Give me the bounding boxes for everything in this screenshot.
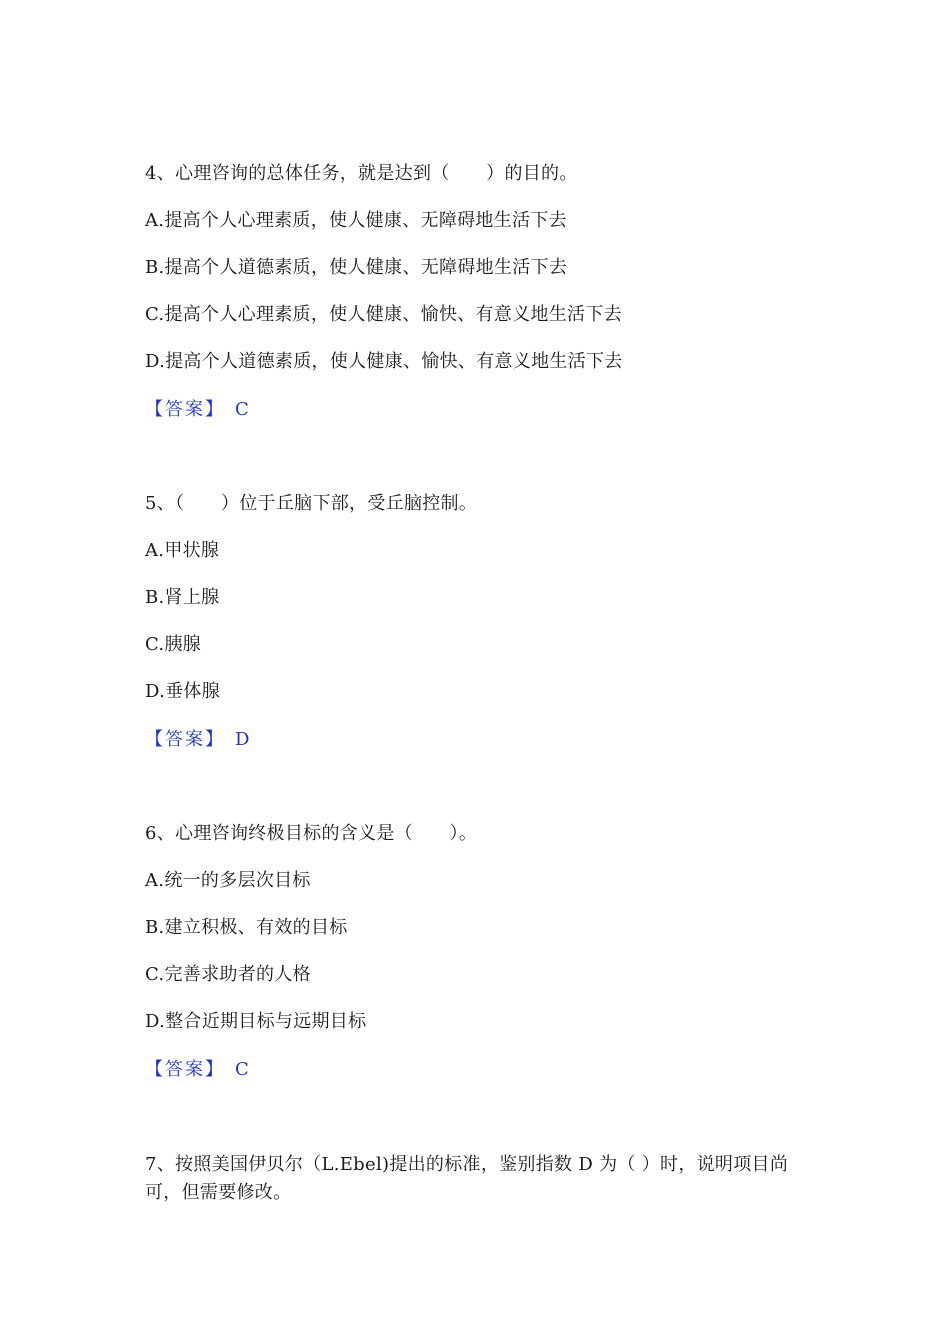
answer-line: [145, 726, 250, 754]
option-c: C.完善求助者的人格: [145, 964, 311, 985]
answer-label: 【答案】: [145, 729, 225, 750]
option-b: B.提高个人道德素质，使人健康、无障碍地生活下去: [145, 257, 568, 278]
question-stem: 7、按照美国伊贝尔（L.Ebel)提出的标准，鉴别指数 D 为（ ）时，说明项目尚可，但需要修改。: [145, 1154, 789, 1203]
question-stem: 4、心理咨询的总体任务，就是达到（ ）的目的。: [145, 163, 578, 184]
answer-value: C: [235, 399, 250, 420]
answer-line: [145, 396, 249, 424]
option-d: D.提高个人道德素质，使人健康、愉快、有意义地生活下去: [145, 351, 623, 372]
answer-line: [145, 1056, 249, 1084]
question-stem: 6、心理咨询终极目标的含义是（ ）。: [145, 823, 478, 844]
question-stem: 5、（ ）位于丘脑下部，受丘脑控制。: [145, 493, 478, 514]
option-a: A.提高个人心理素质，使人健康、无障碍地生活下去: [145, 210, 567, 231]
option-a: A.甲状腺: [145, 540, 220, 561]
answer-label: 【答案】: [145, 1059, 225, 1080]
answer-value: D: [235, 729, 250, 750]
option-b: B.肾上腺: [145, 587, 220, 608]
option-d: D.整合近期目标与远期目标: [145, 1011, 367, 1032]
option-c: C.胰腺: [145, 634, 202, 655]
answer-value: C: [235, 1059, 250, 1080]
option-c: C.提高个人心理素质，使人健康、愉快、有意义地生活下去: [145, 304, 622, 325]
option-a: A.统一的多层次目标: [145, 870, 311, 891]
option-b: B.建立积极、有效的目标: [145, 917, 348, 938]
answer-label: 【答案】: [145, 399, 225, 420]
option-d: D.垂体腺: [145, 681, 221, 702]
